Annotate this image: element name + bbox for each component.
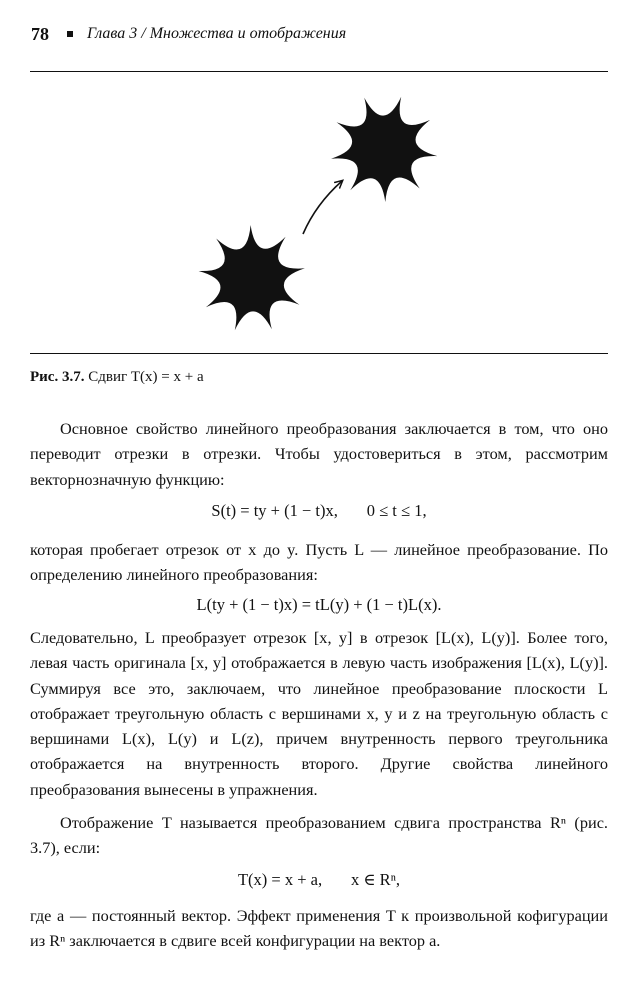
paragraph-segment-definition: которая пробегает отрезок от x до y. Пусть L — линейное преобразование. По определению линейного преобразования:	[30, 540, 608, 585]
paragraph-segment-property: Основное свойство линейного преобразования заключается в том, что оно переводит отрезки в отрезки. Чтобы удостовериться в этом, рассмотрим векторнозначную функцию:	[30, 419, 608, 489]
formula-segment-function: S(t) = ty + (1 − t)x, 0 ≤ t ≤ 1,	[211, 501, 427, 520]
shifted-star-shape	[331, 97, 437, 202]
paragraph-translation-definition: Отображение T называется преобразованием сдвига пространства Rⁿ (рис. 3.7), если:	[30, 813, 608, 858]
original-star-shape	[199, 225, 305, 330]
figure-caption-label: Рис. 3.7.	[30, 369, 85, 385]
figure-illustration	[30, 72, 608, 353]
page-number: 78	[31, 23, 49, 44]
chapter-title: Глава 3 / Множества и отображения	[87, 25, 347, 42]
figure-bottom-rule	[30, 353, 608, 354]
figure-caption	[30, 369, 204, 386]
page-header	[31, 22, 611, 46]
formula-translation: T(x) = x + a, x ∈ Rⁿ,	[237, 870, 401, 889]
paragraph-translation-effect: где a — постоянный вектор. Эффект применения T к произвольной кофигурации из Rⁿ заключается в сдвиге всей конфигурации на вектор a.	[30, 906, 608, 951]
figure-caption-text: Сдвиг T(x) = x + a	[88, 369, 204, 385]
header-bullet-icon	[67, 31, 73, 37]
translation-arrow	[303, 181, 342, 234]
paragraph-consequences: Следовательно, L преобразует отрезок [x, y] в отрезок [L(x), L(y)]. Более того, левая часть оригинала [x, y] отображается в левую часть изображения [L(x), L(y)]. Суммируя все это, заключаем, что линейное преобразование плоскости L отображает треугольную область с вершинами x, y и z на треугольную область с вершинами L(x), L(y) и L(z), причем внутренность первого треугольника отображается на внутренность второго. Другие свойства линейного преобразования вынесены в упражнения.	[30, 628, 608, 799]
figure-translation	[30, 72, 608, 353]
formula-linearity: L(ty + (1 − t)x) = tL(y) + (1 − t)L(x).	[196, 595, 442, 614]
